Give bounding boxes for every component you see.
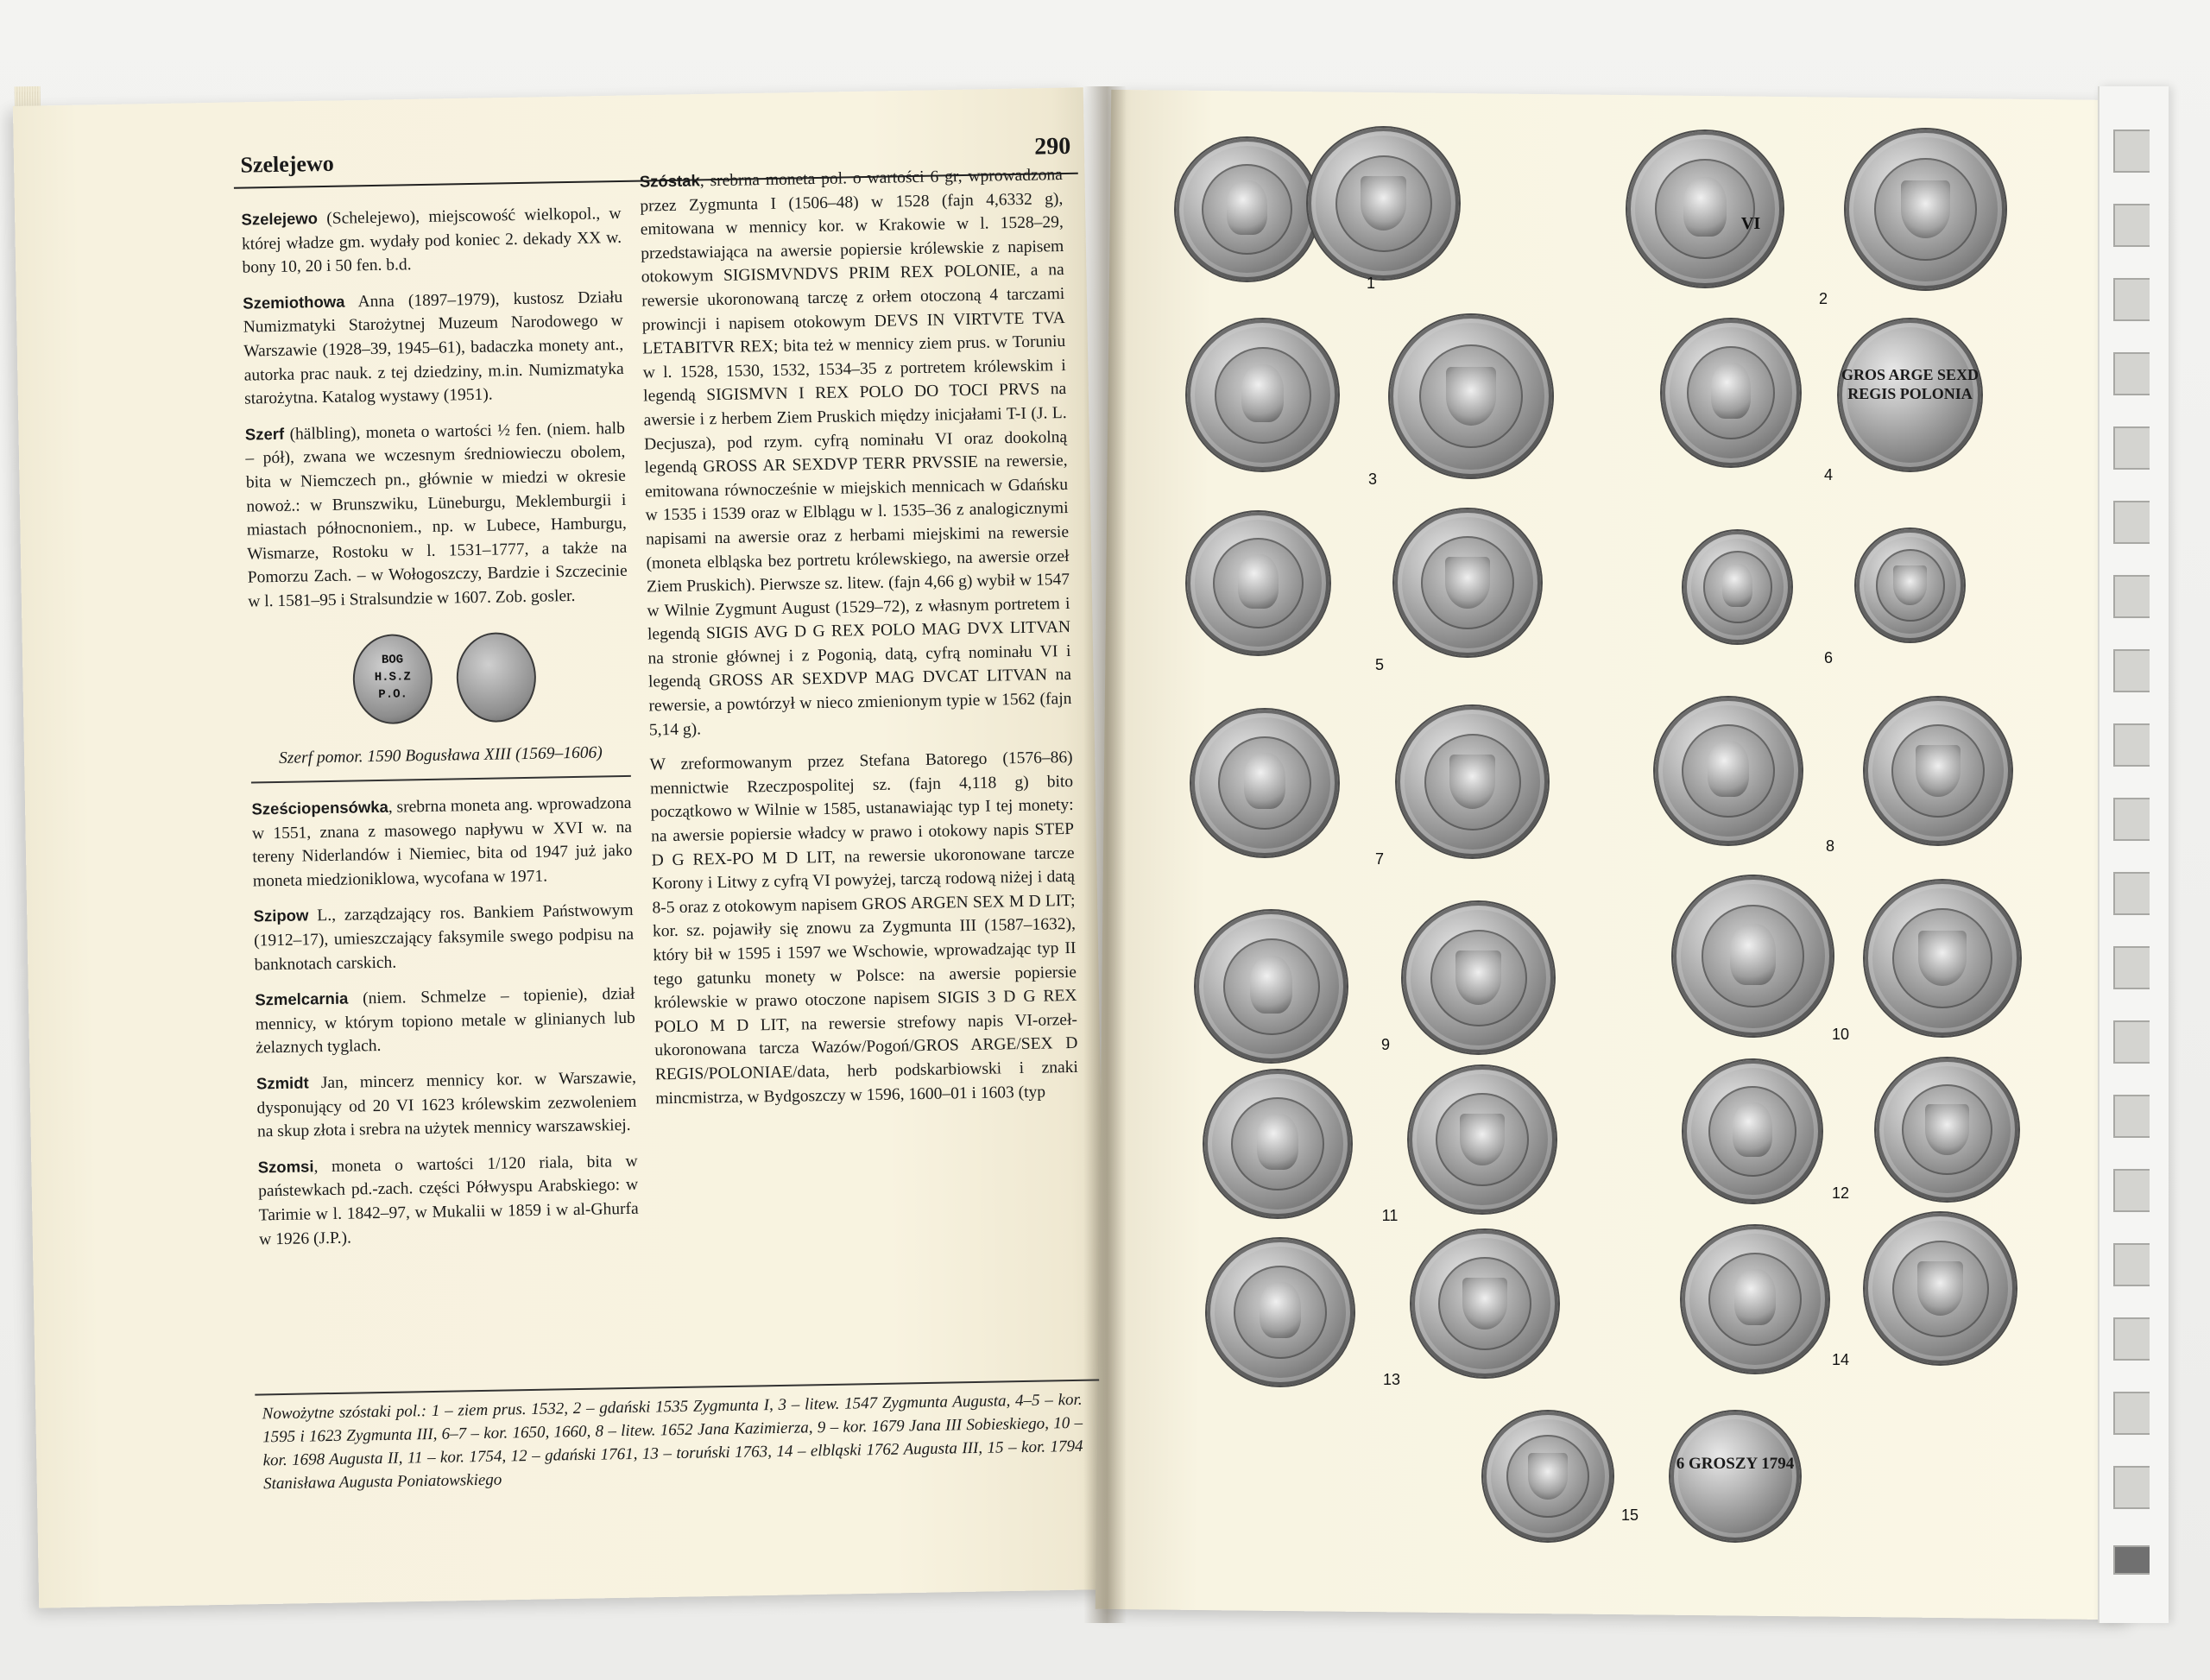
thumb-tab xyxy=(2113,1095,2150,1138)
thumb-tab xyxy=(2113,1243,2150,1286)
thumb-tab xyxy=(2113,352,2150,395)
coin-4-obverse xyxy=(1662,319,1800,466)
entry-szemiothowa: Szemiothowa Anna (1897–1979), kustosz Działu Numizmatyki Starożytnej Muzeum Narodowego w Warszawie (1928–39, 1945–61), badaczka monety ant., autorka prac nauk. z tej dziedziny, m.in. Numizmatyka starożytna. Katalog wystawy (1951). xyxy=(243,287,624,408)
coin-10-obverse xyxy=(1673,876,1833,1036)
coin-label-3: 3 xyxy=(1367,471,1377,488)
entry-szipow: Szipow L., zarządzający ros. Bankiem Państwowym (1912–17), umieszczający faksymile swego podpisu na banknotach carskich. xyxy=(253,901,635,975)
coin-8-obverse xyxy=(1655,698,1802,844)
entry-szelejewo: Szelejewo (Schelejewo), miejscowość wielkopol., w której władze gm. wydały pod koniec 2. dekady XX w. bony 10, 20 i 50 fen. b.d. xyxy=(241,204,622,277)
thumb-tab xyxy=(2113,1466,2150,1509)
thumb-tab xyxy=(2113,1392,2150,1435)
plate-caption: Nowożytne szóstaki pol.: 1 – ziem prus. 1532, 2 – gdański 1535 Zygmunta I, 3 – litew. 1547 Zygmunta Augusta, 4–5 – kor. 1595 i 1623 Zygmunta III, 6–7 – kor. 1650, 1660, 8 – litew. 1652 Jana Kazimierza, 9 – kor. 1679 Jana III Sobieskiego, 10 – kor. 1698 Augusta II, 11 – kor. 1754, 12 – gdański 1761, 13 – toruński 1763, 14 – elbląski 1762 Augusta III, 15 – kor. 1794 Stanisława Augusta Poniatowskiego xyxy=(262,1390,1083,1494)
thumb-tab xyxy=(2113,1169,2150,1212)
entry-szmidt: Szmidt Jan, mincerz mennicy kor. w Warszawie, dysponujący od 20 VI 1623 królewskim zezwoleniem na skup złota i srebra na użytek mennicy warszawskiej. xyxy=(256,1068,637,1141)
coin-5-reverse xyxy=(1394,509,1541,656)
coin-label-12: 12 xyxy=(1831,1184,1850,1202)
coin-label-10: 10 xyxy=(1831,1026,1850,1043)
coin-label-1: 1 xyxy=(1366,275,1375,292)
coin-10-reverse xyxy=(1865,881,2020,1036)
coin-13-obverse xyxy=(1207,1239,1354,1386)
coin-9-reverse xyxy=(1403,902,1554,1053)
coin-13-reverse xyxy=(1411,1230,1558,1377)
coin-14-obverse xyxy=(1682,1226,1828,1373)
thumb-tab xyxy=(2113,575,2150,618)
illustration-caption: Szerf pomor. 1590 Bogusława XIII (1569–1606) xyxy=(278,742,603,767)
thumb-tab xyxy=(2113,798,2150,841)
thumb-tab xyxy=(2113,1317,2150,1361)
entry-szesciopensowka: Sześciopensówka, srebrna moneta ang. wprowadzona w 1551, znana z masowego napływu w XVI w. na tereny Niderlandów i Niemiec, bita od 1947 już jako moneta miedzioniklowa, wycofana w 1971. xyxy=(251,793,633,891)
entry-szostak-continued: W zreformowanym przez Stefana Batorego (1576–86) mennictwie Rzeczpospolitej sz. (fajn 4,118 g) bito początkowo w Wilnie w 1585, ustanawiając typ I tej monety: na awersie popiersie władcy w prawo i otokowy napis STEP D G REX-PO M D LIT, na rewersie ukoronowane tarcze Korony i Litwy z cyfrą VI powyżej, tarczą rodową niżej i datą 8-5 oraz z otokowym napisem GROS ARGEN SEX M D LIT; kor. sz. pojawiły się znowu za Zygmunta III (1587–1632), który bił w 1595 i 1597 we Wschowie, wprowadzając typ II tego gatunku monety w Polsce: na awersie popiersie królewskie w prawo otoczone napisem SIGIS 3 D G REX POLO M D LIT, na rewersie strefowy napis VI-orzeł-ukoronowana tarcza Wazów/Pogoń/GROS ARGE/SEX D REGIS/POLONIAE/data, herb podskarbiowski i znaki mincmistrza, w Bydgoszczy w 1596, 1600–01 i 1603 (typ xyxy=(649,748,1079,1108)
thumb-tab xyxy=(2113,501,2150,544)
coin-2-reverse xyxy=(1846,129,2005,289)
thumb-tab xyxy=(2113,649,2150,692)
szerf-obverse: BOG H.S.Z P.O. xyxy=(352,633,433,724)
running-header: Szelejewo xyxy=(240,150,334,178)
coin-label-6: 6 xyxy=(1823,649,1833,666)
thumb-tab xyxy=(2113,129,2150,173)
coin-label-8: 8 xyxy=(1825,837,1834,855)
entry-szostak: Szóstak, srebrna moneta pol. o wartości 6 gr, wprowadzona przez Zygmunta I (1506–48) w 1528 (fajn 4,6332 g), emitowana w mennicy kor. w Krakowie w l. 1528–29, przedstawiająca na awersie popiersie królewskie z napisem otokowym SIGISMVNDVS PRIM REX POLONIE, a na rewersie ukoronowaną tarczę z orłem otoczoną 4 tarczami prowincji i napisem otokowym DEVS IN VIRTVTE TVA LETABITVR REX; bita też w mennicy ziem prus. w Toruniu w l. 1528, 1530, 1532, 1534–35 z portretem królewskim i legendą SIGISMVN I REX POLO DO TOCI PRVS na awersie i z herbem Ziem Pruskich między inicjałami T-I (J. L. Decjusza), pod rzym. cyfrą nominału VI oraz dookolną legendą GROSS AR SEXDVP TERR PRVSSIE na rewersie, emitowana równocześnie w miejskich mennicach w Gdańsku w 1535 i 1539 oraz w Elblągu w l. 1535–36 z analogicznymi napisami na awersie oraz z herbami miejskimi na rewersie (moneta elbląska bez portretu królewskiego, na awersie orzeł Ziem Pruskich). Pierwsze sz. litew. (fajn 4,66 g) wybił w 1547 w Wilnie Zygmunt August (1529–72), z własnym portretem i legendą SIGIS AVG D G REX POLO MAG DVX LITVAN na stronie głównej i z Pogonią, datą, cyfrą nominału VI i legendą GROSS AR SEXDVP MAG DVCAT LITVAN na rewersie, a powtórzył w nieco zmienionym typie w 1562 (fajn 5,14 g). xyxy=(639,166,1072,740)
coin-4-legend: GROS ARGE SEXD REGIS POLONIA xyxy=(1841,365,1980,402)
left-page-text xyxy=(223,128,1092,1494)
coin-15-legend: 6 GROSZY 1794 xyxy=(1676,1455,1795,1473)
coin-12-obverse xyxy=(1683,1060,1822,1203)
coin-label-14: 14 xyxy=(1831,1351,1850,1368)
coin-8-reverse xyxy=(1865,698,2011,844)
coin-3-reverse xyxy=(1390,315,1552,477)
column-1 xyxy=(241,201,639,1263)
coin-11-obverse xyxy=(1204,1071,1351,1217)
coin-2-value-mark: VI xyxy=(1740,214,1761,233)
coin-9-obverse xyxy=(1196,911,1347,1062)
entry-szerf: Szerf (hälbling), moneta o wartości ½ fen. (niem. halb – pół), zwana we wczesnym średniowieczu obolem, bita w Niemczech pn., głównie w miedzi w okresie nowoż.: w Brunszwiku, Lüneburgu, Meklemburgii i miastach północnoniem., np. w Lubece, Hamburgu, Wismarze, Rostoku w l. 1531–1777, a także na Pomorzu Zach. – w Wołogoszczy, Bardzie i Szczecinie w l. 1581–95 i Stralsundzie w 1607. Zob. gosler. xyxy=(244,419,628,611)
coin-11-reverse xyxy=(1409,1066,1556,1213)
szerf-reverse xyxy=(456,631,537,723)
thumb-tab xyxy=(2113,426,2150,470)
coin-14-reverse xyxy=(1865,1213,2016,1364)
page-number: 290 xyxy=(1033,132,1071,161)
coin-5-obverse xyxy=(1187,512,1329,654)
coin-label-5: 5 xyxy=(1374,656,1384,673)
column-2 xyxy=(640,162,1079,1122)
coin-label-4: 4 xyxy=(1823,466,1833,483)
coin-15-obverse xyxy=(1483,1412,1613,1541)
szerf-coin-illustration xyxy=(249,621,630,740)
coin-label-11: 11 xyxy=(1381,1207,1399,1224)
thumb-tab xyxy=(2113,946,2150,989)
thumb-tab xyxy=(2113,1545,2150,1575)
coin-15-reverse xyxy=(1670,1412,1800,1541)
thumb-tab xyxy=(2113,1020,2150,1064)
thumb-tab xyxy=(2113,723,2150,767)
coin-1-obverse xyxy=(1176,138,1318,281)
coin-7-reverse xyxy=(1397,706,1548,857)
thumb-tab xyxy=(2113,872,2150,915)
coin-6-obverse xyxy=(1683,531,1791,643)
coin-3-obverse xyxy=(1187,319,1338,471)
coin-12-reverse xyxy=(1876,1058,2018,1201)
coin-label-13: 13 xyxy=(1382,1371,1401,1388)
coin-label-7: 7 xyxy=(1374,850,1384,868)
coin-7-obverse xyxy=(1191,710,1338,856)
thumb-tab xyxy=(2113,278,2150,321)
coin-label-2: 2 xyxy=(1818,290,1828,307)
coin-label-9: 9 xyxy=(1380,1036,1390,1053)
coin-1-reverse xyxy=(1308,128,1459,279)
entry-szomsi: Szomsi, moneta o wartości 1/120 riala, bita w państewkach pd.-zach. części Półwyspu Arabskiego: w Tarimie w l. 1842–97, w Mukalii w 1859 i w al-Ghurfa w 1926 (J.P.). xyxy=(257,1152,639,1249)
coin-label-15: 15 xyxy=(1620,1506,1639,1524)
entry-szmelcarnia: Szmelcarnia (niem. Schmelze – topienie), dział mennicy, w którym topiono metale w glinianych lub żelaznych tyglach. xyxy=(255,985,635,1058)
caption-rule xyxy=(251,775,631,784)
coin-4-reverse xyxy=(1839,319,1981,471)
thumb-tab xyxy=(2113,204,2150,247)
coin-2-obverse xyxy=(1627,131,1783,287)
coin-6-reverse xyxy=(1856,529,1964,641)
